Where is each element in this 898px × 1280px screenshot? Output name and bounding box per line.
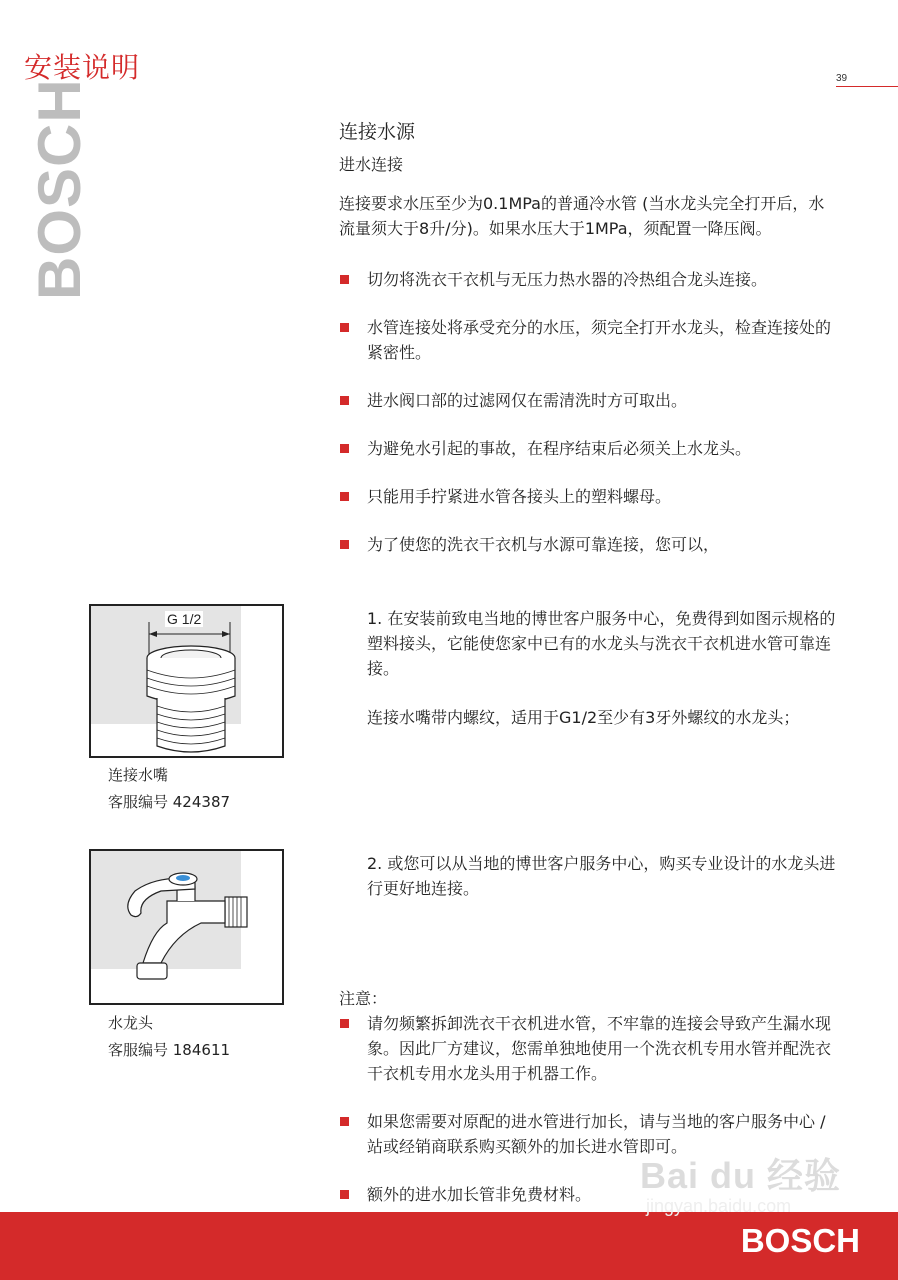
bullet-square-icon — [340, 275, 349, 284]
bullet-item — [339, 388, 839, 413]
bullet-item — [339, 315, 839, 365]
option-2-text — [367, 851, 837, 901]
bullet-text: 切勿将洗衣干衣机与无压力热水器的冷热组合龙头连接。 — [367, 270, 768, 289]
watermark-logo: Bai du 经验 — [640, 1155, 842, 1196]
faucet-caption-code: 客服编号 184611 — [108, 1041, 231, 1059]
bullet-square-icon — [340, 1019, 349, 1028]
intro-paragraph: 连接要求水压至少为0.1MPa的普通冷水管 (当水龙头完全打开后，水流量须大于8升/分)。如果水压大于1MPa，须配置一降压阀。 — [339, 194, 825, 238]
option-1-text — [367, 606, 837, 730]
note-text: 请勿频繁拆卸洗衣干衣机进水管，不牢靠的连接会导致产生漏水现象。因此厂方建议，您需单独地使用一个洗衣机专用水管并配洗衣干衣机专用水龙头用于机器工作。 — [367, 1014, 832, 1083]
option-1-note: 连接水嘴带内螺纹，适用于G1/2至少有3牙外螺纹的水龙头； — [367, 708, 800, 727]
bullet-square-icon — [340, 492, 349, 501]
bullet-text: 为避免水引起的事故，在程序结束后必须关上水龙头。 — [367, 439, 752, 458]
nozzle-caption — [108, 762, 230, 816]
nozzle-caption-code: 客服编号 424387 — [108, 793, 231, 811]
bullet-square-icon — [340, 323, 349, 332]
nozzle-illustration — [91, 606, 282, 756]
bullet-item — [339, 484, 839, 509]
faucet-cap-icon — [176, 875, 190, 881]
page-title: 安装说明 — [24, 51, 141, 84]
baidu-watermark — [640, 1148, 842, 1216]
faucet-figure — [89, 849, 284, 1005]
bullet-text: 为了使您的洗衣干衣机与水源可靠连接，您可以， — [367, 535, 720, 554]
option-1-paragraph: 1. 在安装前致电当地的博世客户服务中心，免费得到如图示规格的塑料接头，它能使您家中已有的水龙头与洗衣干衣机进水管可靠连接。 — [367, 609, 836, 678]
faucet-caption-name: 水龙头 — [108, 1014, 154, 1032]
footer-brand-logo: BOSCH — [740, 1222, 860, 1259]
bullet-text: 只能用手拧紧进水管各接头上的塑料螺母。 — [367, 487, 672, 506]
dimension-label: G 1/2 — [167, 611, 202, 627]
faucet-illustration — [91, 851, 282, 1003]
watermark-url: jingyan.baidu.com — [646, 1196, 792, 1216]
bullet-item — [339, 267, 839, 292]
page-number-rule — [836, 86, 898, 87]
faucet-caption — [108, 1010, 230, 1064]
side-brand-logo: BOSCH — [26, 78, 93, 300]
nozzle-caption-name: 连接水嘴 — [108, 766, 169, 784]
bullet-text: 水管连接处将承受充分的水压，须完全打开水龙头，检查连接处的紧密性。 — [367, 318, 832, 362]
section-subheading: 进水连接 — [339, 155, 404, 174]
page-number: 39 — [836, 73, 848, 84]
main-content — [339, 118, 839, 580]
bullet-square-icon — [340, 540, 349, 549]
nozzle-figure — [89, 604, 284, 758]
note-label: 注意： — [339, 989, 388, 1008]
note-text: 额外的进水加长管非免费材料。 — [367, 1185, 592, 1204]
bullet-square-icon — [340, 1190, 349, 1199]
section-heading: 连接水源 — [339, 121, 416, 143]
bullet-item — [339, 532, 839, 557]
note-text: 如果您需要对原配的进水管进行加长，请与当地的客户服务中心 /站或经销商联系购买额外的加长进水管即可。 — [367, 1112, 826, 1156]
option-2-paragraph: 2. 或您可以从当地的博世客户服务中心，购买专业设计的水龙头进行更好地连接。 — [367, 854, 836, 898]
bullet-square-icon — [340, 444, 349, 453]
bullet-text: 进水阀口部的过滤网仅在需清洗时方可取出。 — [367, 391, 688, 410]
note-item — [339, 1011, 839, 1086]
bullet-square-icon — [340, 1117, 349, 1126]
bullet-item — [339, 436, 839, 461]
bullet-square-icon — [340, 396, 349, 405]
